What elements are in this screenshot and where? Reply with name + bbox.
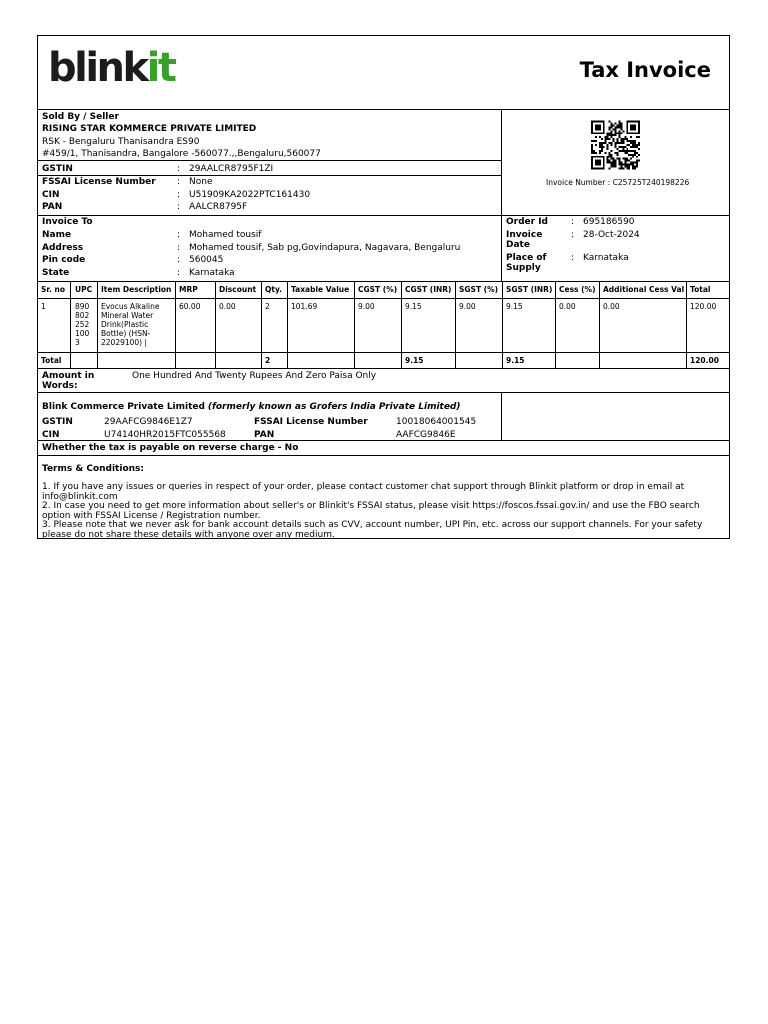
divider	[175, 281, 176, 368]
divider	[38, 455, 729, 456]
amount-words-label-2: Words:	[42, 381, 78, 391]
col-header: Cess (%)	[559, 285, 596, 294]
colon: :	[177, 202, 181, 212]
cell-discount: 0.00	[219, 302, 236, 311]
col-header: Discount	[219, 285, 257, 294]
company-cin-label: CIN	[42, 430, 60, 440]
buyer-address: Mohamed tousif, Sab pg,Govindapura, Nagavara, Bengaluru	[189, 243, 461, 253]
company-gstin-label: GSTIN	[42, 417, 73, 427]
cell-upc-3: 252	[75, 320, 90, 329]
buyer-pincode: 560045	[189, 255, 224, 265]
colon: :	[571, 253, 575, 263]
divider	[38, 298, 729, 299]
company-pan: AAFCG9846E	[396, 430, 456, 440]
colon: :	[177, 177, 181, 187]
invoice-to-heading: Invoice To	[42, 217, 93, 227]
invoice-date-label-1: Invoice	[506, 230, 543, 240]
cell-mrp: 60.00	[179, 302, 201, 311]
cell-cess-pct: 0.00	[559, 302, 576, 311]
invoice-date-label-2: Date	[506, 240, 530, 250]
total-sgst-inr: 9.15	[506, 356, 525, 365]
total-qty: 2	[265, 356, 271, 365]
order-id: 695186590	[583, 217, 635, 227]
company-fssai-label: FSSAI License Number	[254, 417, 368, 427]
cell-taxable: 101.69	[291, 302, 318, 311]
divider	[287, 281, 288, 368]
cell-sgst-pct: 9.00	[459, 302, 476, 311]
divider	[38, 368, 729, 369]
amount-in-words: One Hundred And Twenty Rupees And Zero Paisa Only	[132, 371, 377, 381]
company-fssai: 10018064001545	[396, 417, 477, 427]
terms-item-1: 1. If you have any issues or queries in respect of your order, please contact customer chat support through Blinkit platform or drop in email at info@blinkit.com	[42, 482, 685, 502]
seller-name: RISING STAR KOMMERCE PRIVATE LIMITED	[42, 124, 257, 134]
divider	[38, 175, 501, 176]
seller-fssai: None	[189, 177, 213, 187]
seller-heading: Sold By / Seller	[42, 112, 119, 122]
divider	[38, 440, 729, 441]
cell-upc-1: 890	[75, 302, 90, 311]
divider	[38, 352, 729, 353]
company-pan-label: PAN	[254, 430, 275, 440]
company-cin: U74140HR2015FTC055568	[104, 430, 226, 440]
col-header: Qty.	[265, 285, 283, 294]
divider	[501, 392, 502, 440]
buyer-state: Karnataka	[189, 268, 235, 278]
place-of-supply-label-2: Supply	[506, 263, 541, 273]
total-cgst-inr: 9.15	[405, 356, 424, 365]
buyer-address-label: Address	[42, 243, 84, 253]
company-former-name: (formerly known as Grofers India Private Limited)	[207, 402, 461, 412]
qr-code-icon	[591, 119, 640, 171]
blinkit-logo: blinkit	[48, 45, 175, 91]
company-name-line	[42, 402, 461, 413]
terms-heading: Terms & Conditions:	[42, 464, 144, 474]
seller-cin-label: CIN	[42, 190, 60, 200]
col-header: MRP	[179, 285, 198, 294]
col-header: SGST (%)	[459, 285, 499, 294]
divider	[38, 281, 729, 282]
divider	[502, 281, 503, 368]
cell-total: 120.00	[690, 302, 717, 311]
colon: :	[177, 243, 181, 253]
cell-cgst-inr: 9.15	[405, 302, 422, 311]
divider	[501, 215, 502, 281]
buyer-name-label: Name	[42, 230, 72, 240]
seller-address-line2: #459/1, Thanisandra, Bangalore -560077.,,Bengaluru,560077	[42, 149, 321, 159]
divider	[38, 109, 729, 110]
divider	[455, 281, 456, 368]
total-amount: 120.00	[690, 356, 719, 365]
cell-sr: 1	[41, 302, 46, 311]
divider	[38, 215, 729, 216]
terms-item-2: 2. In case you need to get more information about seller's or Blinkit's FSSAI status, please visit https://foscos.fssai.gov.in/ and use the FBO search option with FSSAI License / Registration number.	[42, 501, 700, 521]
cell-cgst-pct: 9.00	[358, 302, 375, 311]
seller-pan-label: PAN	[42, 202, 63, 212]
col-header: CGST (%)	[358, 285, 398, 294]
divider	[215, 281, 216, 368]
divider	[401, 281, 402, 368]
colon: :	[571, 230, 575, 240]
cell-sgst-inr: 9.15	[506, 302, 523, 311]
col-header: Item Description	[101, 285, 172, 294]
divider	[686, 281, 687, 368]
invoice-number: Invoice Number : C25725T240198226	[546, 178, 690, 187]
cell-qty: 2	[265, 302, 270, 311]
total-label: Total	[41, 356, 62, 365]
col-header: Taxable Value	[291, 285, 350, 294]
seller-address-line1: RSK - Bengaluru Thanisandra ES90	[42, 137, 200, 147]
seller-pan: AALCR8795F	[189, 202, 248, 212]
company-name: Blink Commerce Private Limited	[42, 402, 205, 412]
divider	[501, 109, 502, 216]
divider	[38, 392, 729, 393]
cell-upc-5: 3	[75, 338, 80, 347]
invoice-date: 28-Oct-2024	[583, 230, 640, 240]
buyer-pincode-label: Pin code	[42, 255, 86, 265]
seller-gstin: 29AALCR8795F1ZI	[189, 164, 274, 174]
seller-fssai-label: FSSAI License Number	[42, 177, 156, 187]
invoice-title: Tax Invoice	[579, 58, 711, 82]
divider	[354, 281, 355, 368]
divider	[555, 281, 556, 368]
col-header: Additional Cess Val	[603, 285, 685, 294]
seller-cin: U51909KA2022PTC161430	[189, 190, 311, 200]
colon: :	[177, 230, 181, 240]
buyer-name: Mohamed tousif	[189, 230, 262, 240]
amount-words-label-1: Amount in	[42, 371, 95, 381]
col-header: Total	[690, 285, 711, 294]
colon: :	[571, 217, 575, 227]
place-of-supply-label-1: Place of	[506, 253, 547, 263]
colon: :	[177, 190, 181, 200]
cell-upc-2: 802	[75, 311, 90, 320]
place-of-supply: Karnataka	[583, 253, 629, 263]
cell-description: Evocus Alkaline Mineral Water Drink(Plastic Bottle) (HSN-22029100) |	[101, 302, 160, 347]
col-header: Sr. no	[41, 285, 65, 294]
col-header: SGST (INR)	[506, 285, 553, 294]
cell-upc-4: 100	[75, 329, 90, 338]
divider	[261, 281, 262, 368]
cell-additional-cess: 0.00	[603, 302, 620, 311]
col-header: UPC	[75, 285, 93, 294]
col-header: CGST (INR)	[405, 285, 452, 294]
seller-gstin-label: GSTIN	[42, 164, 73, 174]
colon: :	[177, 255, 181, 265]
divider	[599, 281, 600, 368]
colon: :	[177, 268, 181, 278]
terms-item-3: 3. Please note that we never ask for bank account details such as CVV, account number, UPI Pin, etc. across our support channels. For your safety please do not share these details with anyone over any medium.	[42, 520, 703, 540]
buyer-state-label: State	[42, 268, 70, 278]
reverse-charge-note: Whether the tax is payable on reverse charge - No	[42, 443, 299, 453]
colon: :	[177, 164, 181, 174]
invoice-frame	[37, 35, 730, 539]
divider	[38, 160, 501, 161]
order-id-label: Order Id	[506, 217, 548, 227]
divider	[97, 281, 98, 368]
divider	[70, 281, 71, 368]
company-gstin: 29AAFCG9846E1Z7	[104, 417, 193, 427]
